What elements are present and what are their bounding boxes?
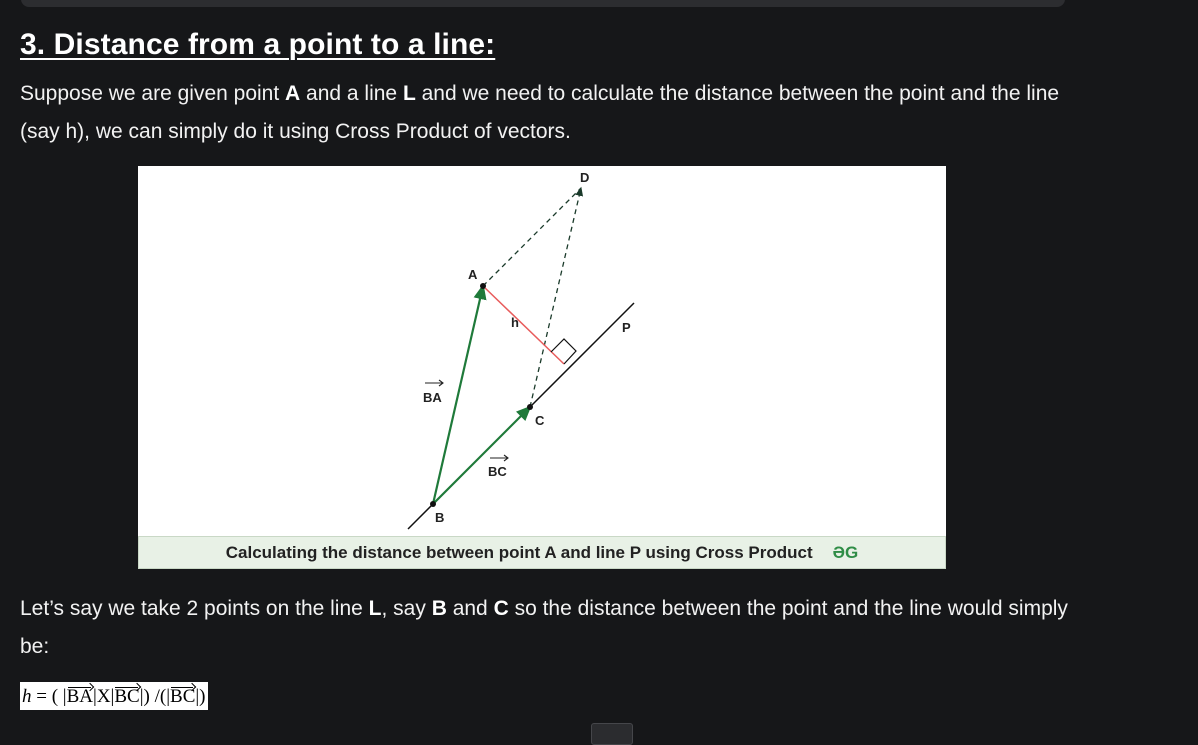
- followup-paragraph: Let’s say we take 2 points on the line L, say B and C so the distance between the point and the line would simply be:: [20, 597, 1068, 658]
- intro-paragraph: Suppose we are given point A and a line L and we need to calculate the distance between the point and the line (say h), we can simply do it using Cross Product of vectors.: [20, 82, 1060, 143]
- label-p: P: [622, 320, 631, 335]
- distance-formula: h = ( |BA|X|BC|) /(|BC|): [20, 682, 208, 710]
- vector-bc: [433, 407, 530, 504]
- height-h-line: [483, 286, 564, 364]
- diagram-svg: [138, 166, 946, 536]
- scroll-to-top-button[interactable]: [591, 723, 633, 745]
- right-angle-marker: [551, 339, 576, 364]
- point-a: [480, 283, 486, 289]
- dashed-c-d: [530, 188, 581, 407]
- point-c: [527, 404, 533, 410]
- label-d: D: [580, 170, 590, 185]
- figure-caption: Calculating the distance between point A and line P using Cross Product ƏG: [138, 536, 946, 569]
- dashed-a-d: [483, 188, 581, 286]
- top-code-block-edge: [21, 0, 1065, 7]
- label-c: C: [535, 413, 545, 428]
- label-ba: BA: [423, 390, 442, 405]
- section-title: 3. Distance from a point to a line:: [20, 28, 496, 61]
- gfg-logo-icon: ƏG: [832, 543, 859, 562]
- point-b: [430, 501, 436, 507]
- label-a: A: [468, 267, 478, 282]
- label-bc: BC: [488, 464, 507, 479]
- label-h: h: [511, 315, 519, 330]
- cross-product-figure: [138, 166, 946, 569]
- label-b: B: [435, 510, 445, 525]
